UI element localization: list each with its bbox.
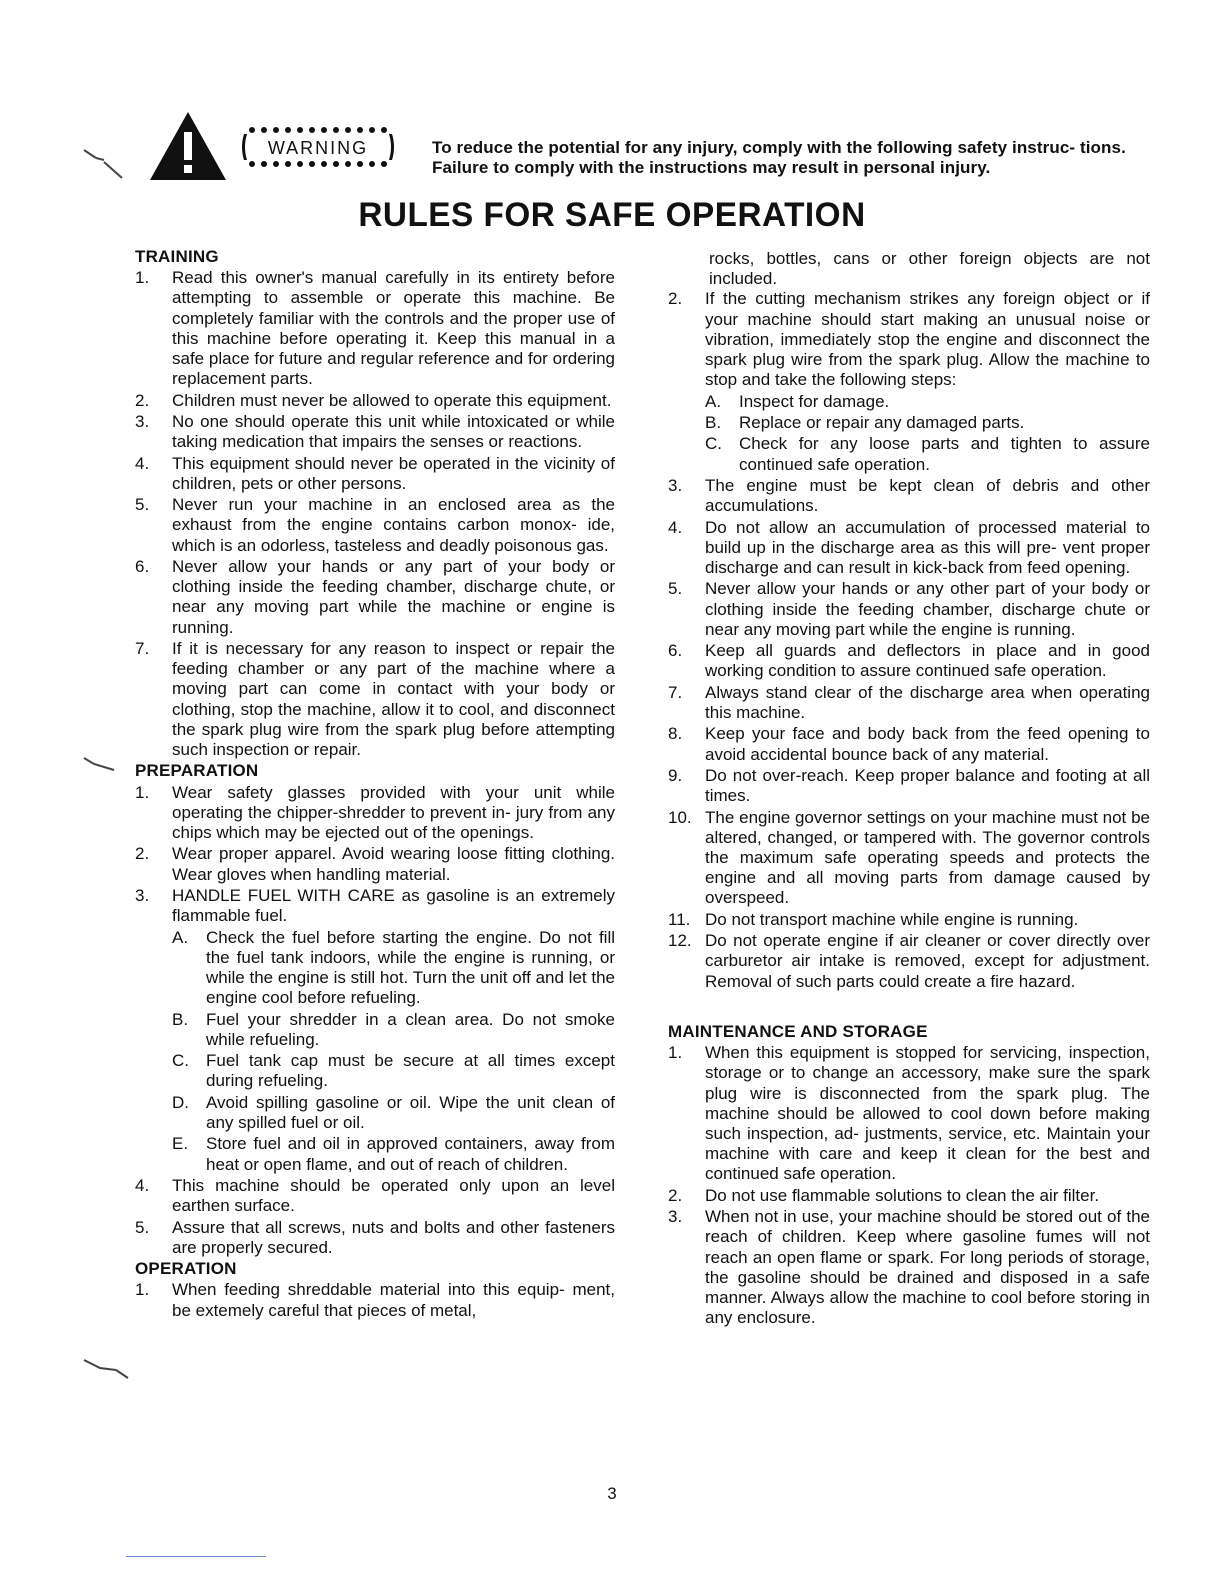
warning-message: To reduce the potential for any injury, comply with the following safety instruc- tions. Failure to comply with the instructions may result in personal injury.: [432, 138, 1126, 177]
page-title: RULES FOR SAFE OPERATION: [358, 196, 866, 234]
sub-list-item: C. Check for any loose parts and tighten to assure continued safe operation.: [705, 434, 1150, 474]
footer-rule: [126, 1556, 266, 1557]
list-item: 6. Never allow your hands or any part of your body or clothing inside the feeding chamber, discharge chute, or near any moving part while the machine or engine is running.: [135, 556, 615, 637]
list-item: 1. When feeding shreddable material into this equip- ment, be extemely careful that pieces of metal,: [135, 1280, 615, 1320]
warning-label: [240, 126, 396, 168]
list-item: 3. No one should operate this unit while intoxicated or while taking medication that impairs the senses or reactions.: [135, 412, 615, 452]
sub-list-item: A. Check the fuel before starting the engine. Do not fill the fuel tank indoors, while the engine is running, or while the engine is still hot. Turn the unit off and let the engine cool before refueling.: [172, 927, 615, 1008]
list-item: 9. Do not over-reach. Keep proper balance and footing at all times.: [668, 765, 1150, 806]
sub-list-item: E. Store fuel and oil in approved containers, away from heat or open flame, and out of reach of children.: [172, 1134, 615, 1174]
sub-list-item: B. Fuel your shredder in a clean area. Do not smoke while refueling.: [172, 1009, 615, 1049]
sub-list-item: B. Replace or repair any damaged parts.: [705, 413, 1025, 432]
maintenance-heading: MAINTENANCE AND STORAGE: [668, 1021, 928, 1041]
list-item: 3. The engine must be kept clean of debris and other accumulations.: [668, 475, 1150, 516]
left-column: [135, 247, 615, 1322]
list-item: 1. Wear safety glasses provided with your unit while operating the chipper-shredder to prevent in- jury from any chips which may be ejected out of the openings.: [135, 782, 615, 842]
page-number: 3: [607, 1484, 617, 1503]
scan-mark: [82, 1356, 132, 1382]
list-item: 7. Always stand clear of the discharge area when operating this machine.: [668, 682, 1150, 722]
list-item: 3. HANDLE FUEL WITH CARE as gasoline is an extremely flammable fuel.: [135, 885, 615, 926]
list-item: 2. Children must never be allowed to operate this equipment.: [135, 390, 612, 410]
list-item: 4. This equipment should never be operated in the vicinity of children, pets or other persons.: [135, 453, 615, 493]
list-item: 6. Keep all guards and deflectors in place and in good working condition to assure continued safe operation.: [668, 641, 1150, 681]
list-item: 10. The engine governor settings on your machine must not be altered, changed, or tampered with. The governor controls the maximum safe operating speeds and protects the engine and all moving parts from damage caused by overspeed.: [668, 807, 1150, 908]
warning-triangle-icon: [148, 110, 228, 182]
list-item: 5. Assure that all screws, nuts and bolts and other fasteners are properly secured.: [135, 1217, 615, 1257]
scan-mark: [82, 754, 118, 774]
list-item: 4. This machine should be operated only upon an level earthen surface.: [135, 1175, 615, 1216]
operation-heading: OPERATION: [135, 1259, 237, 1279]
list-item: 2. Wear proper apparel. Avoid wearing loose fitting clothing. Wear gloves when handling material.: [135, 844, 615, 884]
right-column: [668, 249, 1150, 1330]
list-item: 8. Keep your face and body back from the feed opening to avoid accidental bounce back of any material.: [668, 724, 1150, 764]
list-item: 7. If it is necessary for any reason to inspect or repair the feeding chamber or any part of the machine where a moving part can come in contact with your body or clothing, stop the machine, allow it to cool, and disconnect the spark plug wire from the spark plug before attempting such inspection or repair.: [135, 638, 615, 759]
list-item: 5. Never allow your hands or any other part of your body or clothing inside the feeding chamber, discharge chute or near any moving part while the engine is running.: [668, 579, 1150, 639]
warning-label-text: WARNING: [267, 138, 369, 158]
sub-list-item: D. Avoid spilling gasoline or oil. Wipe the unit clean of any spilled fuel or oil.: [172, 1092, 615, 1132]
preparation-heading: PREPARATION: [135, 761, 259, 781]
list-item: 5. Never run your machine in an enclosed area as the exhaust from the engine contains carbon monox- ide, which is an odorless, tasteless and deadly poisonous gas.: [135, 495, 615, 555]
list-item: 4. Do not allow an accumulation of processed material to build up in the discharge area as this will pre- vent proper discharge and can result in kick-back from feed opening.: [668, 517, 1150, 577]
scan-mark: [82, 148, 126, 182]
list-item-continued: rocks, bottles, cans or other foreign objects are not included.: [709, 249, 1150, 289]
list-item: 1. When this equipment is stopped for servicing, inspection, storage or to change an accessory, make sure the spark plug wire is disconnected from the spark plug. The machine should be allowed to cool down before making such inspection, ad- justments, service, etc. Maintain your machine with care and keep it clean for the best and continued safe operation.: [668, 1043, 1150, 1184]
sub-list-item: A. Inspect for damage.: [705, 391, 890, 411]
list-item: 3. When not in use, your machine should be stored out of the reach of children. Keep where gasoline fumes will not reach an open flame or spark. For long periods of storage, the gasoline should be drained and disposed in a safe manner. Always allow the machine to cool before storing in any enclosure.: [668, 1207, 1150, 1328]
list-item: 2. If the cutting mechanism strikes any foreign object or if your machine should start making an unusual noise or vibration, immediately stop the engine and disconnect the spark plug wire from the spark plug. Allow the machine to stop and take the following steps:: [668, 289, 1150, 390]
list-item: 12. Do not operate engine if air cleaner or cover directly over carburetor air intake is removed, except for adjustment. Removal of such parts could create a fire hazard.: [668, 931, 1150, 991]
list-item: 2. Do not use flammable solutions to clean the air filter.: [668, 1185, 1100, 1205]
training-heading: TRAINING: [135, 247, 219, 266]
list-item: 11. Do not transport machine while engine is running.: [668, 909, 1079, 929]
list-item: 1. Read this owner's manual carefully in its entirety before attempting to assemble or operate this machine. Be completely familiar with the controls and the proper use of this machine before operating it. Keep this manual in a safe place for future and regular reference and for ordering replacement parts.: [135, 268, 615, 389]
sub-list-item: C. Fuel tank cap must be secure at all times except during refueling.: [172, 1051, 615, 1091]
